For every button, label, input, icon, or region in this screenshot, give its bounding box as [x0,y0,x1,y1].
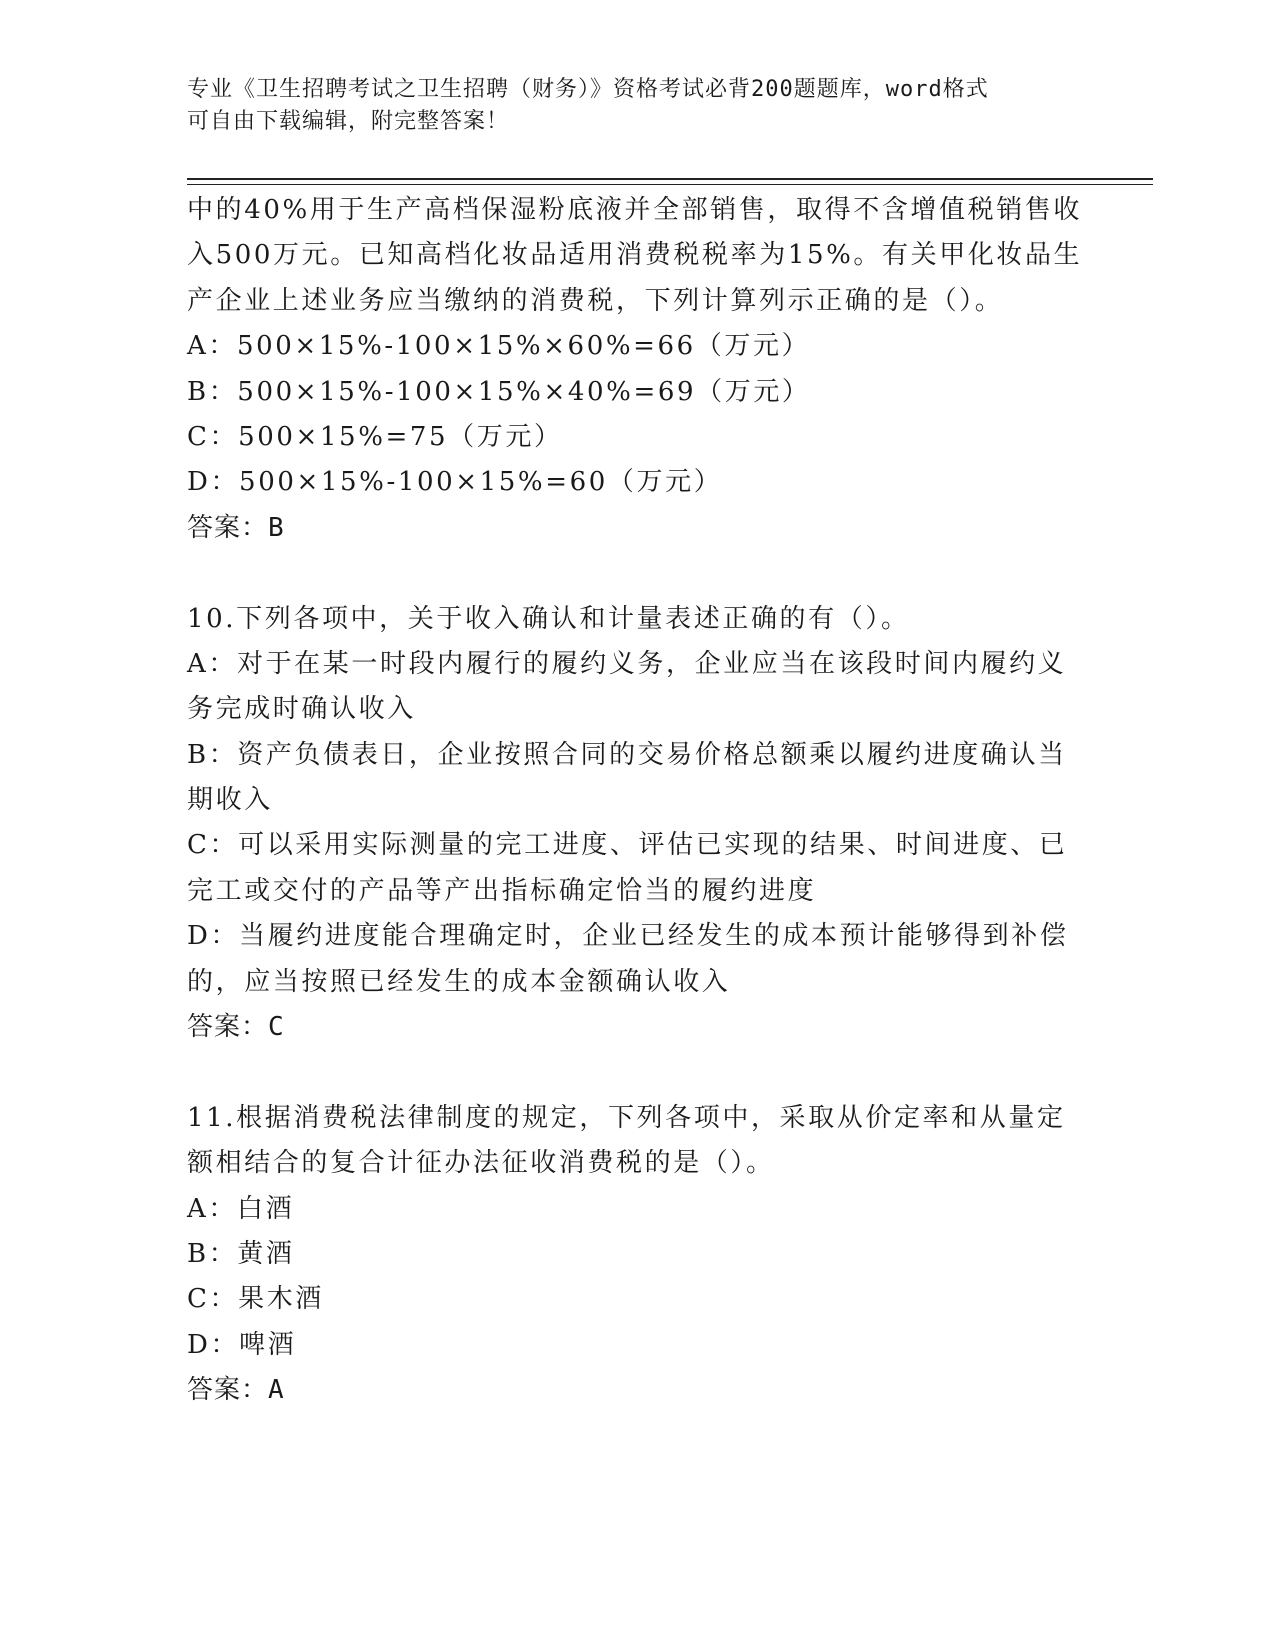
option-b-line-2: 期收入 [187,785,273,816]
option-b-line-1: B：资产负债表日，企业按照合同的交易价格总额乘以履约进度确认当 [187,739,1067,770]
answer-label: 答案：C [187,1012,285,1043]
spacer [187,551,1087,596]
question-stem-line: 11.根据消费税法律制度的规定，下列各项中，采取从价定率和从量定 [187,1102,1066,1133]
question-content [187,188,1087,1414]
document-header [187,74,1067,138]
option-a: A：500×15%-100×15%×60%=66（万元） [187,331,811,362]
header-divider-thick [187,178,1153,180]
question-10 [187,597,1087,1051]
answer-label: 答案：B [187,512,285,543]
option-a: A：白酒 [187,1193,295,1224]
question-stem-line: 中的40%用于生产高档保湿粉底液并全部销售，取得不含增值税销售收 [187,195,1082,225]
header-title-line-2: 可自由下载编辑，附完整答案！ [187,109,510,134]
option-c: C：果木酒 [187,1284,324,1315]
question-stem-line: 10.下列各项中，关于收入确认和计量表述正确的有（）。 [187,603,910,634]
question-9 [187,188,1087,551]
option-a-line-1: A：对于在某一时段内履行的履约义务，企业应当在该段时间内履约义 [187,648,1067,679]
option-d: D：500×15%-100×15%=60（万元） [187,467,723,498]
spacer [187,1050,1087,1095]
option-c: C：500×15%=75（万元） [187,421,563,452]
option-a-line-2: 务完成时确认收入 [187,694,416,725]
question-stem-line: 入500万元。已知高档化妆品适用消费税税率为15%。有关甲化妆品生 [187,240,1083,271]
answer-label: 答案：A [187,1375,285,1406]
option-b: B：黄酒 [187,1238,295,1269]
option-c-line-1: C：可以采用实际测量的完工进度、评估已实现的结果、时间进度、已 [187,830,1068,861]
header-title-line-1: 专业《卫生招聘考试之卫生招聘（财务）》资格考试必背200题题库，word格式 [187,77,989,102]
header-divider-thin [187,184,1153,185]
option-d-line-1: D：当履约进度能合理确定时，企业已经发生的成本预计能够得到补偿 [187,921,1069,952]
question-11 [187,1096,1087,1414]
question-stem-line: 产企业上述业务应当缴纳的消费税，下列计算列示正确的是（）。 [187,285,1004,316]
option-d-line-2: 的，应当按照已经发生的成本金额确认收入 [187,966,731,997]
option-c-line-2: 完工或交付的产品等产出指标确定恰当的履约进度 [187,875,817,906]
question-stem-line: 额相结合的复合计征办法征收消费税的是（）。 [187,1148,775,1179]
option-d: D：啤酒 [187,1329,297,1360]
option-b: B：500×15%-100×15%×40%=69（万元） [187,376,811,407]
